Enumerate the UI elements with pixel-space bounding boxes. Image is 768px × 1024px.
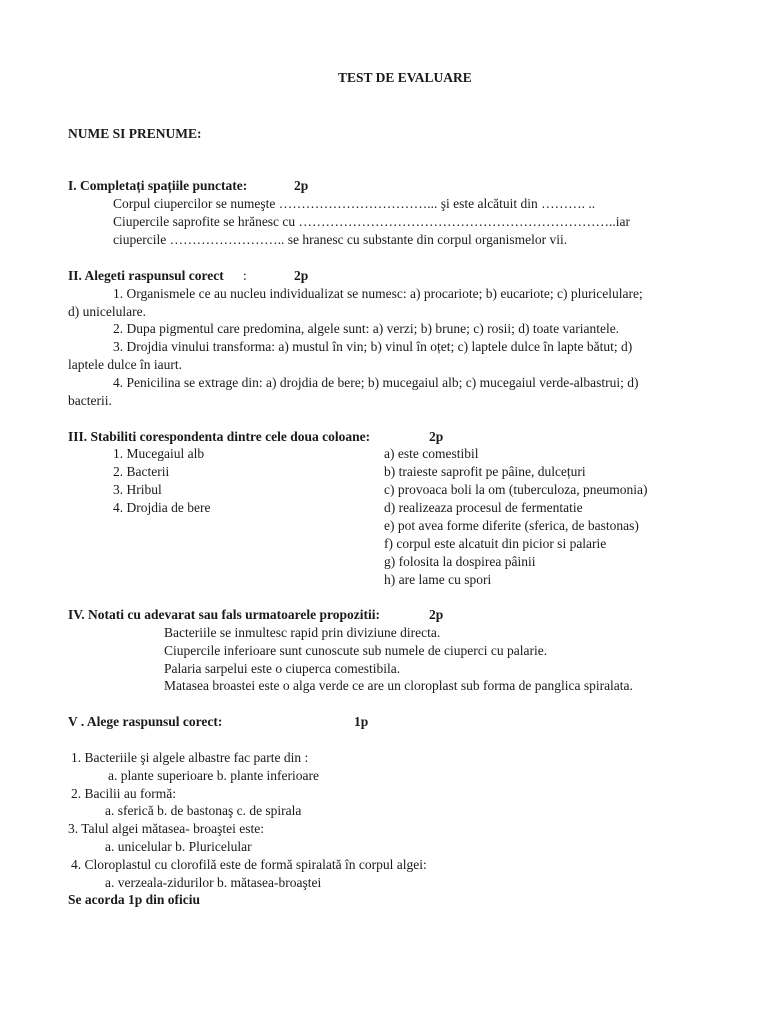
true-false-statement: Palaria sarpelui este o ciuperca comestibila.	[164, 661, 401, 676]
right-column-item: e) pot avea forme diferite (sferica, de bastonas)	[384, 518, 639, 533]
true-false-statement: Bacteriile se inmultesc rapid prin diviziune directa.	[164, 625, 441, 640]
section-2-line: 4. Penicilina se extrage din: a) drojdia de bere; b) mucegaiul alb; c) mucegaiul verde-albastrui; d)	[113, 375, 639, 390]
question: 3. Talul algei mătasea- broaştei este:	[68, 821, 264, 836]
left-column-item: 2. Bacterii	[113, 464, 170, 479]
right-column-item: g) folosita la dospirea pâinii	[384, 554, 536, 569]
section-2-line: 3. Drojdia vinului transforma: a) mustul în vin; b) vinul în oțet; c) laptele dulce în lapte bătut; d)	[113, 339, 633, 354]
section-5-points: 1p	[354, 714, 369, 729]
footer-note: Se acorda 1p din oficiu	[68, 892, 201, 907]
answer-options: a. plante superioare b. plante inferioare	[108, 768, 320, 783]
section-1-heading: I. Completați spațiile punctate:	[68, 178, 248, 193]
right-column-item: f) corpul este alcatuit din picior si palarie	[384, 536, 607, 551]
section-1-line: ciupercile …………………….. se hranesc cu substante din corpul organismelor vii.	[113, 232, 568, 247]
question: 4. Cloroplastul cu clorofilă este de formă spiralată în corpul algei:	[71, 857, 427, 872]
section-2-line: d) unicelulare.	[68, 304, 146, 319]
answer-options: a. unicelular b. Pluricelular	[105, 839, 252, 854]
section-2-heading: II. Alegeti raspunsul corect	[68, 268, 224, 283]
section-1-line: Ciupercile saprofite se hrănesc cu ……………………………………………………………..iar	[113, 214, 631, 229]
section-4-heading: IV. Notati cu adevarat sau fals urmatoarele propozitii:	[68, 607, 380, 622]
section-1-points: 2p	[294, 178, 309, 193]
section-2-line: 2. Dupa pigmentul care predomina, algele sunt: a) verzi; b) brune; c) rosii; d) toate variantele.	[113, 321, 620, 336]
section-3-heading: III. Stabiliti corespondenta dintre cele doua coloane:	[68, 429, 371, 444]
left-column-item: 3. Hribul	[113, 482, 162, 497]
section-2-line: bacterii.	[68, 393, 112, 408]
left-column-item: 1. Mucegaiul alb	[113, 446, 205, 461]
answer-options: a. verzeala-zidurilor b. mătasea-broaştei	[105, 875, 322, 890]
right-column-item: c) provoaca boli la om (tuberculoza, pneumonia)	[384, 482, 648, 497]
right-column-item: d) realizeaza procesul de fermentatie	[384, 500, 583, 515]
left-column-item: 4. Drojdia de bere	[113, 500, 211, 515]
page-title: TEST DE EVALUARE	[338, 70, 472, 85]
right-column-item: a) este comestibil	[384, 446, 479, 461]
section-3-points: 2p	[429, 429, 444, 444]
answer-options: a. sferică b. de bastonaş c. de spirala	[105, 803, 302, 818]
section-4-points: 2p	[429, 607, 444, 622]
section-1-line: Corpul ciupercilor se numeşte ……………………………... şi este alcătuit din ………. ..	[113, 196, 596, 211]
section-2-line: 1. Organismele ce au nucleu individualizat se numesc: a) procariote; b) eucariote; c) pluricelulare;	[113, 286, 643, 301]
right-column-item: h) are lame cu spori	[384, 572, 492, 587]
section-2-line: laptele dulce în iaurt.	[68, 357, 182, 372]
question: 1. Bacteriile şi algele albastre fac parte din :	[71, 750, 309, 765]
true-false-statement: Ciupercile inferioare sunt cunoscute sub numele de ciuperci cu palarie.	[164, 643, 548, 658]
right-column-item: b) traieste saprofit pe pâine, dulcețuri	[384, 464, 586, 479]
name-label: NUME SI PRENUME:	[68, 126, 202, 141]
section-2-colon: :	[243, 268, 247, 283]
section-5-heading: V . Alege raspunsul corect:	[68, 714, 223, 729]
true-false-statement: Matasea broastei este o alga verde ce are un cloroplast sub forma de panglica spiralata.	[164, 678, 633, 693]
section-2-points: 2p	[294, 268, 309, 283]
question: 2. Bacilii au formă:	[71, 786, 176, 801]
